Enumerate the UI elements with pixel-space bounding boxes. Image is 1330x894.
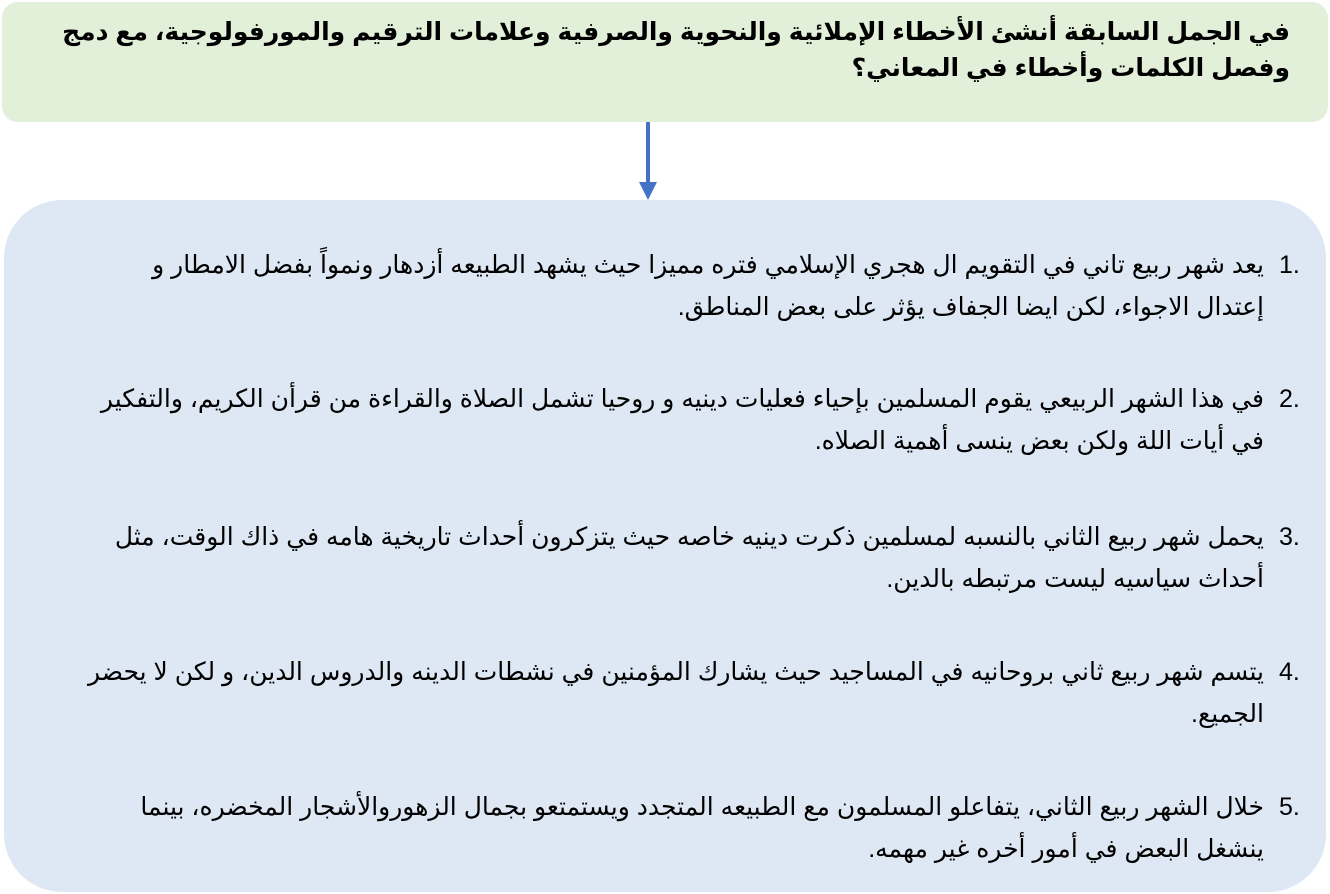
item-text: يعد شهر ربيع تاني في التقويم ال هجري الإسلامي فتره مميزا حيث يشهد الطبيعه أزدهار ونمواً بفضل الامطار و إعتدال الاجواء، لكن ايضا الجفاف يؤثر على بعض المناطق.	[152, 251, 1264, 321]
arrow-head	[639, 182, 657, 200]
item-text: خلال الشهر ربيع الثاني، يتفاعلو المسلمون مع الطبيعه المتجدد ويستمتعو بجمال الزهوروالأشجار المخضره، بينما ينشغل البعض في أمور أخره غير مهمه.	[140, 793, 1264, 863]
item-text: يحمل شهر ربيع الثاني بالنسبه لمسلمين ذكرت دينيه خاصه حيث يتزكرون أحداث تاريخية هامه في ذاك الوقت، مثل أحداث سياسيه ليست مرتبطه بالدين.	[114, 523, 1264, 593]
list-item	[84, 516, 1300, 600]
item-number: 1.	[1279, 251, 1300, 279]
item-text: في هذا الشهر الربيعي يقوم المسلمين بإحياء فعليات دينيه و روحيا تشمل الصلاة والقراءة من قرأن الكريم، والتفكير في أيات اللة ولكن بعض ينسى أهمية الصلاه.	[100, 385, 1264, 455]
list-item	[84, 378, 1300, 462]
list-item	[84, 244, 1300, 328]
down-arrow-icon	[620, 122, 676, 204]
item-text: يتسم شهر ربيع ثاني بروحانيه في المساجيد حيث يشارك المؤمنين في نشطات الدينه والدروس الدين، و لكن لا يحضر الجميع.	[88, 658, 1264, 728]
answer-box	[4, 200, 1326, 892]
question-text: في الجمل السابقة أنشئ الأخطاء الإملائية والنحوية والصرفية وعلامات الترقيم والمورفولوجية، مع دمج وفصل الكلمات وأخطاء في المعاني؟	[62, 18, 1290, 82]
item-number: 3.	[1279, 523, 1300, 551]
question-box	[2, 2, 1328, 122]
item-number: 4.	[1279, 658, 1300, 686]
item-number: 2.	[1279, 385, 1300, 413]
item-number: 5.	[1279, 793, 1300, 821]
list-item	[84, 786, 1300, 870]
list-item	[84, 651, 1300, 735]
